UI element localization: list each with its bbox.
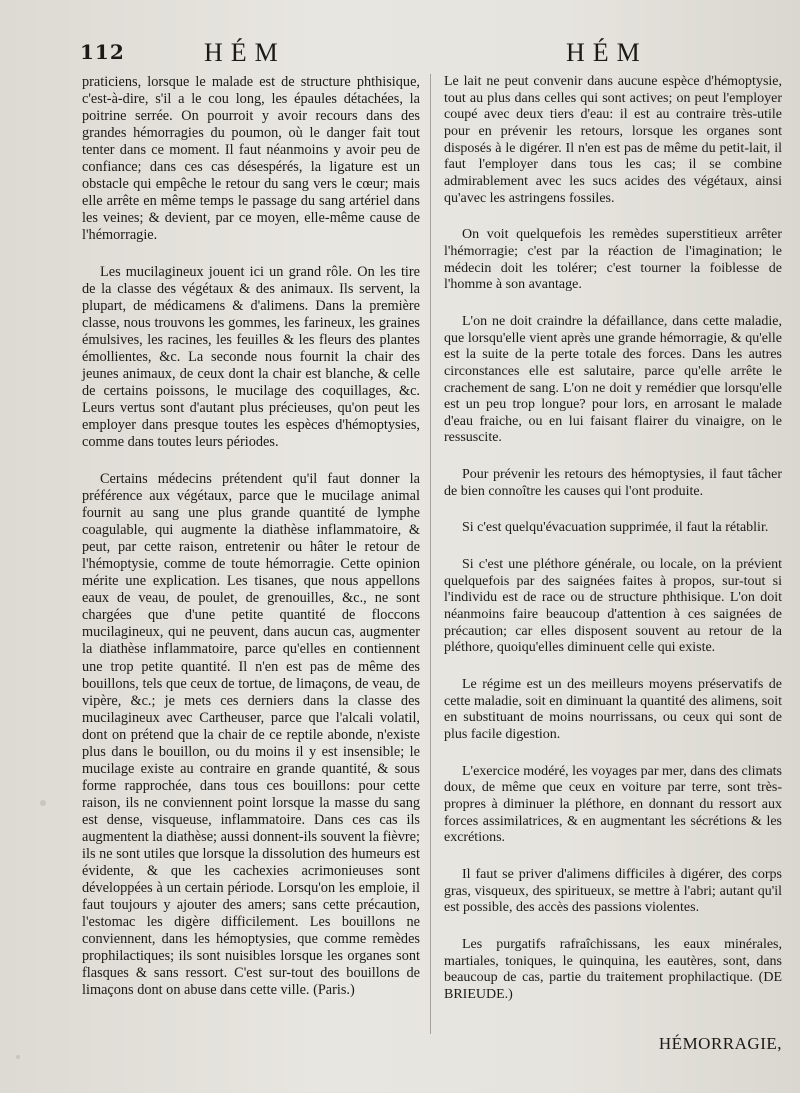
running-title-left: HÉM — [204, 38, 286, 67]
paragraph: Le régime est un des meilleurs moyens préservatifs de cette maladie, soit en diminuant la quantité des alimens, soit en substituant de moins nourrissans, ou ceux qui sont de plus facile digestion. — [444, 677, 782, 742]
paragraph: Si c'est une pléthore générale, ou locale, on la prévient quelquefois par des saignées faites à propos, sur-tout si l'individu est de race ou de structure phthisique. L'on doit néanmoins faire beaucoup d'attention à ces saignées de précaution; car elles disposent souvent au retour de la pléthore, quoiqu'elles diminuent celle qui existe. — [444, 557, 782, 656]
paragraph: Les purgatifs rafraîchissans, les eaux minérales, martiales, toniques, le quinquina, les eautères, sont, dans beaucoup de cas, partie du traitement prophilactique. (DE BRIEUDE.) — [444, 936, 782, 1002]
paragraph: On voit quelquefois les remèdes superstitieux arrêter l'hémorragie; c'est par la réaction de l'imagination; le médecin doit les tolérer; c'est tourner la foiblesse de l'homme à son avantage. — [444, 227, 782, 293]
column-rule — [430, 74, 431, 1034]
paper-stain — [16, 1055, 20, 1059]
paragraph: Les mucilagineux jouent ici un grand rôle. On les tire de la classe des végétaux & des animaux. Ils servent, la plupart, de médicamens & d'alimens. Dans la première classe, nous trouvons les gommes, les farineux, les graines émulsives, les racines, les feuilles & les fleurs des plantes émollientes, &c. La seconde nous fournit la chair des jeunes animaux, de ceux dont la chair est blanche, & celle de certains poissons, le mucilage des coquillages, &c. Leurs vertus sont d'autant plus précieuses, qu'on peut les employer dans presque toutes les espèces d'hémoptysies, comme dans toutes leurs périodes. — [82, 264, 420, 451]
paragraph: Pour prévenir les retours des hémoptysies, il faut tâcher de bien connoître les causes qui l'ont produite. — [444, 467, 782, 499]
paragraph: L'on ne doit craindre la défaillance, dans cette maladie, que lorsqu'elle vient après une grande hémorragie, & qu'elle est la suite de la perte totale des forces. Dans les autres circonstances elle est salutaire, parce qu'elle arrête le crachement de sang. L'on ne doit y remédier que lorsqu'elle est un peu trop longue? pour lors, en arrosant le malade d'eau fraiche, ou en lui faisant flairer du vinaigre, on le ressuscite. — [444, 313, 782, 446]
catchword: HÉMORRAGIE, — [658, 1034, 782, 1053]
paragraph: Il faut se priver d'alimens difficiles à digérer, des corps gras, visqueux, des spiritueux, se mettre à l'abri; autant qu'il est possible, des accès des passions violentes. — [444, 866, 782, 916]
page-header — [0, 38, 800, 68]
paragraph: Si c'est quelqu'évacuation supprimée, il faut la rétablir. — [462, 520, 769, 536]
running-title-right: HÉM — [566, 38, 648, 67]
page-number: 112 — [80, 40, 125, 64]
paragraph: Certains médecins prétendent qu'il faut donner la préférence aux végétaux, parce que le mucilage animal fournit au sang une plus grande quantité de lymphe coagulable, qui augmente la diathèse inflammatoire, & peut, par cette raison, entretenir ou hâter le retour de l'hémoptysie, comme de toute hémorragie. Cette opinion mérite une explication. Les tisanes, que nous appellons eaux de veau, de poulet, de grenouilles, &c., ne sont chargées que d'une petite quantité de floccons mucilagineux, qui ne peuvent, dans aucun cas, augmenter la diathèse inflammatoire, parce qu'elles en contiennent une trop petite quantité. Il n'en est pas de même des bouillons, tels que ceux de tortue, de limaçons, de veau, de vipère, &c.; je mets ces derniers dans la classe des mucilagineux avec Cartheuser, parce que l'alcali volatil, dont on prétend que la chair de ce reptile abonde, n'existe plus dans le bouillon, ou du moins il y est insensible; le mucilage existe au contraire en grande quantité, & sous forme rapprochée, dans tous ces bouillons: pour cette raison, ils ne conviennent point lorsque la masse du sang est dense, visqueuse, inflammatoire. Dans ces cas ils augmentent la diathèse; aussi donnent-ils souvent la fièvre; ils ne sont utiles que lorsque la dissolution des humeurs est évidente, & que les cachexies acrimonieuses sont développées à un certain période. Lorsqu'on les emploie, il faut toujours y ajouter des amers; sans cette précaution, l'estomac les digère difficilement. Les bouillons ne conviennent, dans les hémoptysies, que comme remèdes prophilactiques; ils sont nuisibles lorsque les organes sont flasques & sans ressort. C'est sur-tout des bouillons de limaçons dont on abuse dans cette ville. (Paris.) — [82, 471, 420, 998]
paragraph: Le lait ne peut convenir dans aucune espèce d'hémoptysie, tout au plus dans celles qui sont actives; on peut l'employer coupé avec deux tiers d'eau: il est au contraire très-utile pour en prévenir les retours, lorsque les organes sont disposés à le digérer. Il n'en est pas de même du petit-lait, il faut l'employer dans tous les cas; il se combine admirablement avec les sucs acides des végétaux, ainsi qu'avec les astringens fossiles. — [444, 74, 782, 206]
right-column — [444, 74, 782, 1024]
paper-stain — [40, 800, 46, 806]
paragraph: praticiens, lorsque le malade est de structure phthisique, c'est-à-dire, s'il a le cou long, les épaules détachées, la poitrine serrée. On pourroit y avoir recours dans des grandes hémorragies du poumon, où le danger fait tout tenter dans ce moment. Il faut néanmoins y avoir peu de confiance; dans ces cas désespérés, la ligature est un obstacle qui empêche le retour du sang vers le cœur; mais elle arrête en même temps le passage du sang artériel dans les veines; & devient, par ce moyen, elle-même cause de l'hémorragie. — [82, 74, 420, 244]
left-column — [82, 74, 420, 1019]
paragraph: L'exercice modéré, les voyages par mer, dans des climats doux, de même que ceux en voiture par terre, sont très-propres à diminuer la pléthore, en donnant du ressort aux forces assimilatrices, & en augmentant les sécrétions & les excrétions. — [444, 763, 782, 846]
